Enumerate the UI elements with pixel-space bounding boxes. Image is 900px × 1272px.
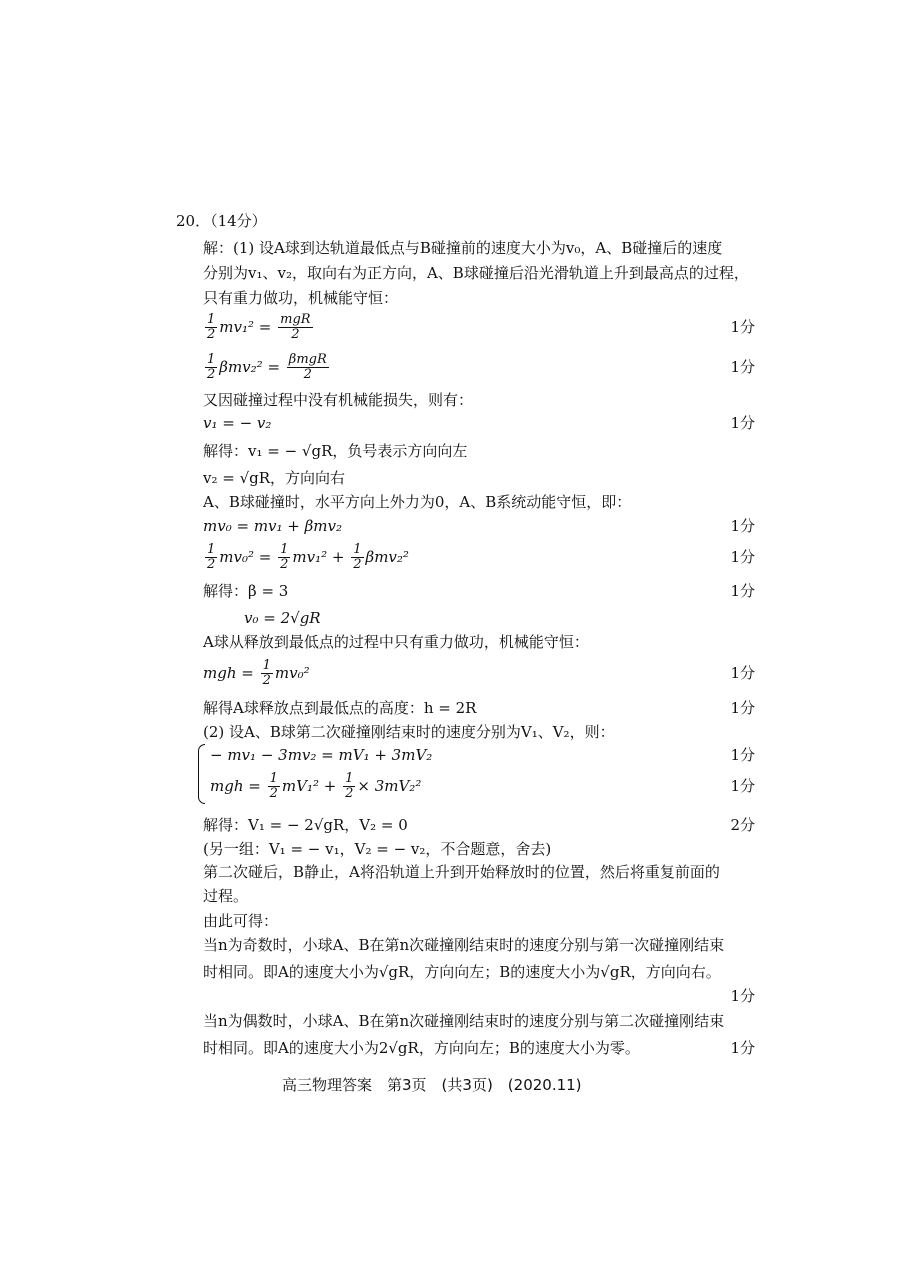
solution-v1: 解得：v₁ = − √gR，负号表示方向向左 xyxy=(203,442,468,460)
no-loss-line: 又因碰撞过程中没有机械能损失，则有： xyxy=(203,391,474,409)
equation-3: v₁ = − v₂ 1分 xyxy=(203,414,755,432)
intro-line-1: 解：(1) 设A球到达轨道最低点与B碰撞前的速度大小为v₀，A、B碰撞后的速度 xyxy=(203,239,723,257)
equation-6: 解得：β = 3 1分 xyxy=(203,582,755,600)
odd-case-line-2: 时相同。即A的速度大小为√gR，方向向左；B的速度大小为√gR，方向向右。 xyxy=(203,963,721,981)
question-header: 20．（14分） xyxy=(176,212,267,230)
alternative-solution: (另一组：V₁ = − v₁，V₂ = − v₂，不合题意，舍去) xyxy=(203,840,552,858)
equation-10: mgh = $\frac{1}{2}$ mV₁² + $\frac{1}{2}$ × 3mV₂² 1分 xyxy=(210,770,755,801)
release-line: A球从释放到最低点的过程中只有重力做功，机械能守恒： xyxy=(203,633,589,651)
solution-v0: v₀ = 2√gR xyxy=(244,609,321,627)
even-case-line-2: 时相同。即A的速度大小为2√gR，方向向左；B的速度大小为零。 xyxy=(203,1039,640,1057)
equation-7: mgh = $\frac{1}{2}$ mv₀² 1分 xyxy=(203,657,755,688)
equation-8: 解得A球释放点到最低点的高度：h = 2R 1分 xyxy=(203,699,755,717)
odd-case-score: 1分 xyxy=(730,987,755,1005)
even-case-line-1: 当n为偶数时，小球A、B在第n次碰撞刚结束时的速度分别与第二次碰撞刚结束 xyxy=(203,1012,725,1030)
equation-2: $\frac{1}{2}$ βmv₂² = $\frac{\text{βmgR}}{2}$ 1分 xyxy=(207,351,755,382)
equation-4: mv₀ = mv₁ + βmv₂ 1分 xyxy=(203,517,755,535)
conclusion-line: 由此可得： xyxy=(203,912,279,930)
momentum-line: A、B球碰撞时，水平方向上外力为0，A、B系统动能守恒，即： xyxy=(203,493,632,511)
solution-v2: v₂ = √gR，方向向右 xyxy=(203,469,346,487)
equation-9: − mv₁ − 3mv₂ = mV₁ + 3mV₂ 1分 xyxy=(210,746,755,764)
score-1: 1分 xyxy=(730,318,755,336)
equation-1: $\frac{1}{2}$ mv₁² = $\frac{\text{mgR}}{2}$ 1分 xyxy=(207,311,755,342)
paragraph-1-line-1: 第二次碰后，B静止，A将沿轨道上升到开始释放时的位置，然后将重复前面的 xyxy=(203,863,720,881)
even-case-score: 1分 xyxy=(730,1039,755,1057)
score-2: 1分 xyxy=(730,358,755,376)
page-footer: 高三物理答案 第3页 (共3页) (2020.11) xyxy=(282,1076,582,1094)
intro-line-3: 只有重力做功，机械能守恒： xyxy=(203,289,399,307)
intro-line-2: 分别为v₁、v₂，取向右为正方向，A、B球碰撞后沿光滑轨道上升到最高点的过程， xyxy=(203,264,749,282)
equation-5: $\frac{1}{2}$ mv₀² = $\frac{1}{2}$ mv₁² + $\frac{1}{2}$ βmv₂² 1分 xyxy=(207,541,755,572)
equation-system-brace xyxy=(198,744,205,804)
equation-11: 解得：V₁ = − 2√gR，V₂ = 0 2分 xyxy=(203,816,755,834)
odd-case-line-1: 当n为奇数时，小球A、B在第n次碰撞刚结束时的速度分别与第一次碰撞刚结束 xyxy=(203,936,725,954)
part-2-intro: (2) 设A、B球第二次碰撞刚结束时的速度分别为V₁、V₂，则： xyxy=(203,723,615,741)
paragraph-1-line-2: 过程。 xyxy=(203,887,249,905)
